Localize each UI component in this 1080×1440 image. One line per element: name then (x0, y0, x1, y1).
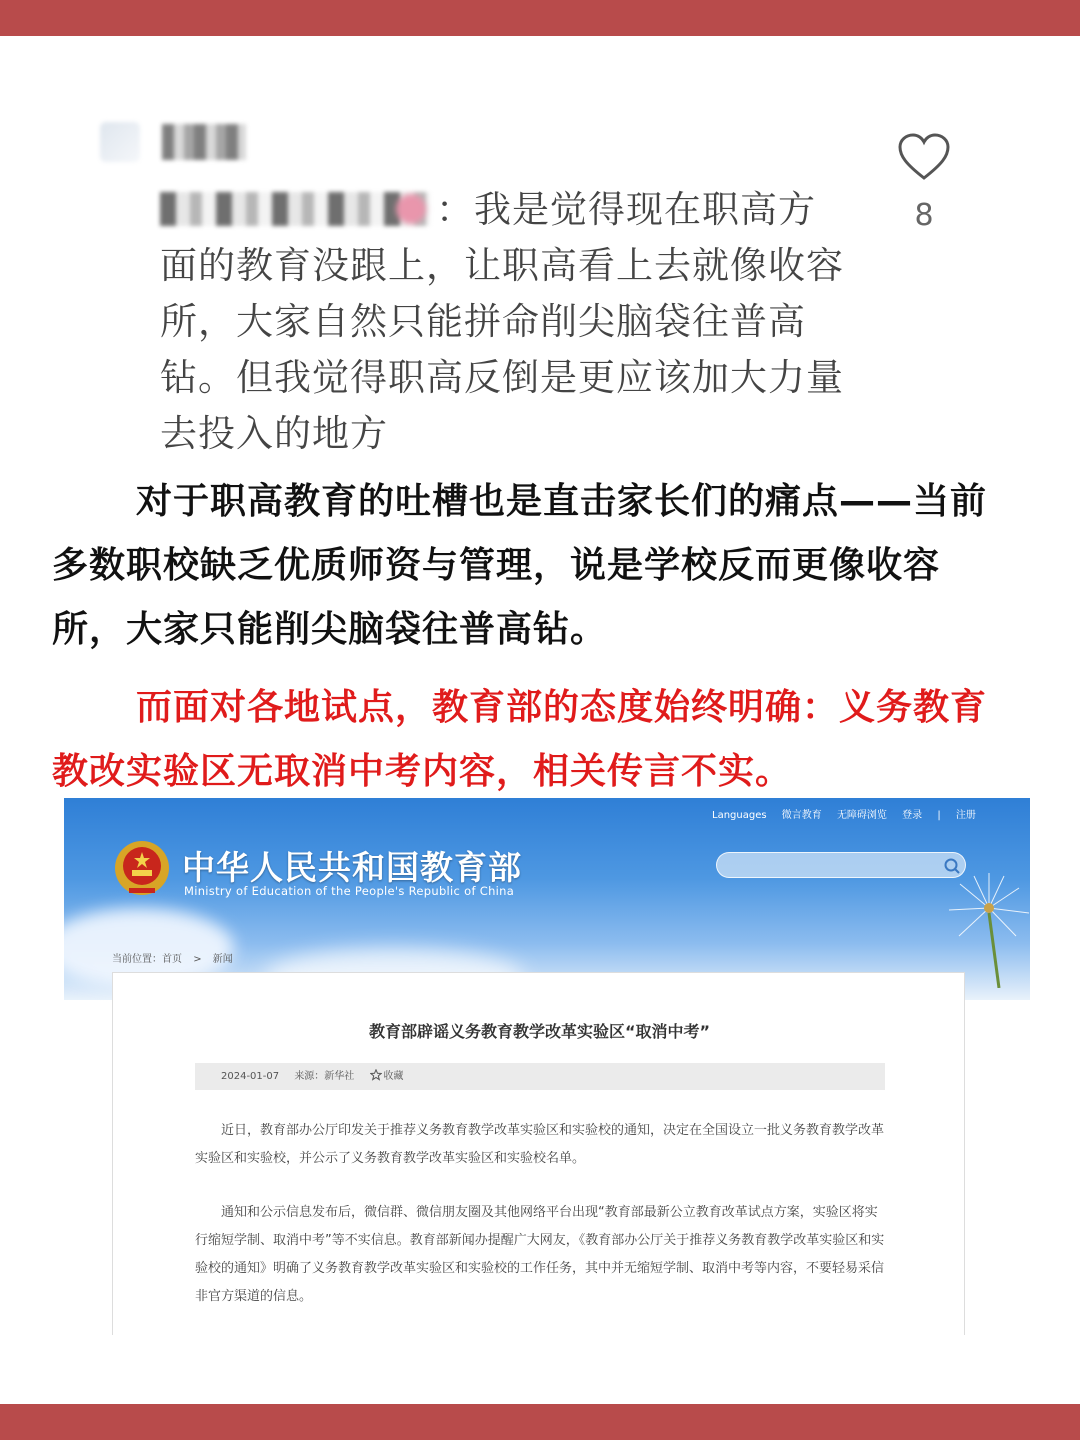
top-nav (712, 806, 1022, 821)
search-icon[interactable] (943, 857, 961, 875)
nav-register[interactable]: 注册 (955, 810, 976, 821)
bottom-border-bar (0, 1404, 1080, 1440)
article-title: 教育部辟谣义务教育教学改革实验区“取消中考” (368, 1022, 711, 1041)
site-banner (64, 798, 1030, 1000)
site-title: 中华人民共和国教育部 (182, 848, 522, 887)
comment-content: ：我是觉得现在职高方面的教育没跟上，让职高看上去就像收容所，大家自然只能拼命削尖脑袋往普高钻。但我觉得职高反倒是更应该加大力量去投入的地方 (160, 188, 844, 455)
comment-card (100, 112, 980, 472)
ministry-screenshot (64, 798, 1030, 1335)
article-source: 来源：新华社 (294, 1071, 355, 1082)
comment-text (160, 182, 850, 462)
article-panel (112, 972, 965, 1335)
star-icon (370, 1069, 382, 1081)
blurred-username (162, 124, 246, 160)
breadcrumb-news[interactable]: 新闻 (212, 954, 233, 965)
article-meta (195, 1063, 885, 1090)
article-paragraph-1: 近日，教育部办公厅印发关于推荐义务教育教学改革实验区和实验校的通知，决定在全国设立一批义务教育教学改革实验区和实验校，并公示了义务教育教学改革实验区和实验校名单。 (195, 1123, 885, 1166)
nav-weiyan[interactable]: 微言教育 (781, 810, 822, 821)
nav-accessibility[interactable]: 无障碍浏览 (836, 810, 887, 821)
paragraph-ministry-stance: 而面对各地试点，教育部的态度始终明确：义务教育教改实验区无取消中考内容，相关传言不实。 (52, 687, 988, 792)
top-border-bar (0, 0, 1080, 36)
like-count: 8 (914, 198, 934, 233)
blurred-avatar (100, 122, 140, 162)
breadcrumb (112, 950, 241, 965)
article-date: 2024-01-07 (221, 1071, 280, 1082)
nav-divider: | (937, 810, 941, 821)
breadcrumb-separator: > (193, 954, 202, 965)
heart-icon[interactable] (896, 130, 952, 186)
favorite-button[interactable]: 收藏 (370, 1071, 416, 1082)
site-subtitle: Ministry of Education of the People's Republic of China (184, 884, 515, 898)
breadcrumb-home[interactable]: 当前位置：首页 (112, 954, 182, 965)
nav-login[interactable]: 登录 (902, 810, 923, 821)
paragraph-vocational: 对于职高教育的吐槽也是直击家长们的痛点——当前多数职校缺乏优质师资与管理，说是学校反而更像收容所，大家只能削尖脑袋往普高钻。 (52, 481, 988, 650)
article-paragraph-2: 通知和公示信息发布后，微信群、微信朋友圈及其他网络平台出现“教育部最新公立教育改革试点方案，实验区将实行缩短学制、取消中考”等不实信息。教育部新闻办提醒广大网友，《教育部办公厅关于推荐义务教育教学改革实验区和实验校的通知》明确了义务教育教学改革实验区和实验校的工作任务，其中并无缩短学制、取消中考等内容，不要轻易采信非官方渠道的信息。 (195, 1205, 885, 1304)
site-search-input[interactable] (716, 852, 966, 878)
blurred-reply-user (160, 192, 430, 226)
nav-languages[interactable]: Languages (712, 810, 767, 821)
dandelion-decoration (944, 868, 1030, 988)
national-emblem-icon (112, 838, 172, 898)
